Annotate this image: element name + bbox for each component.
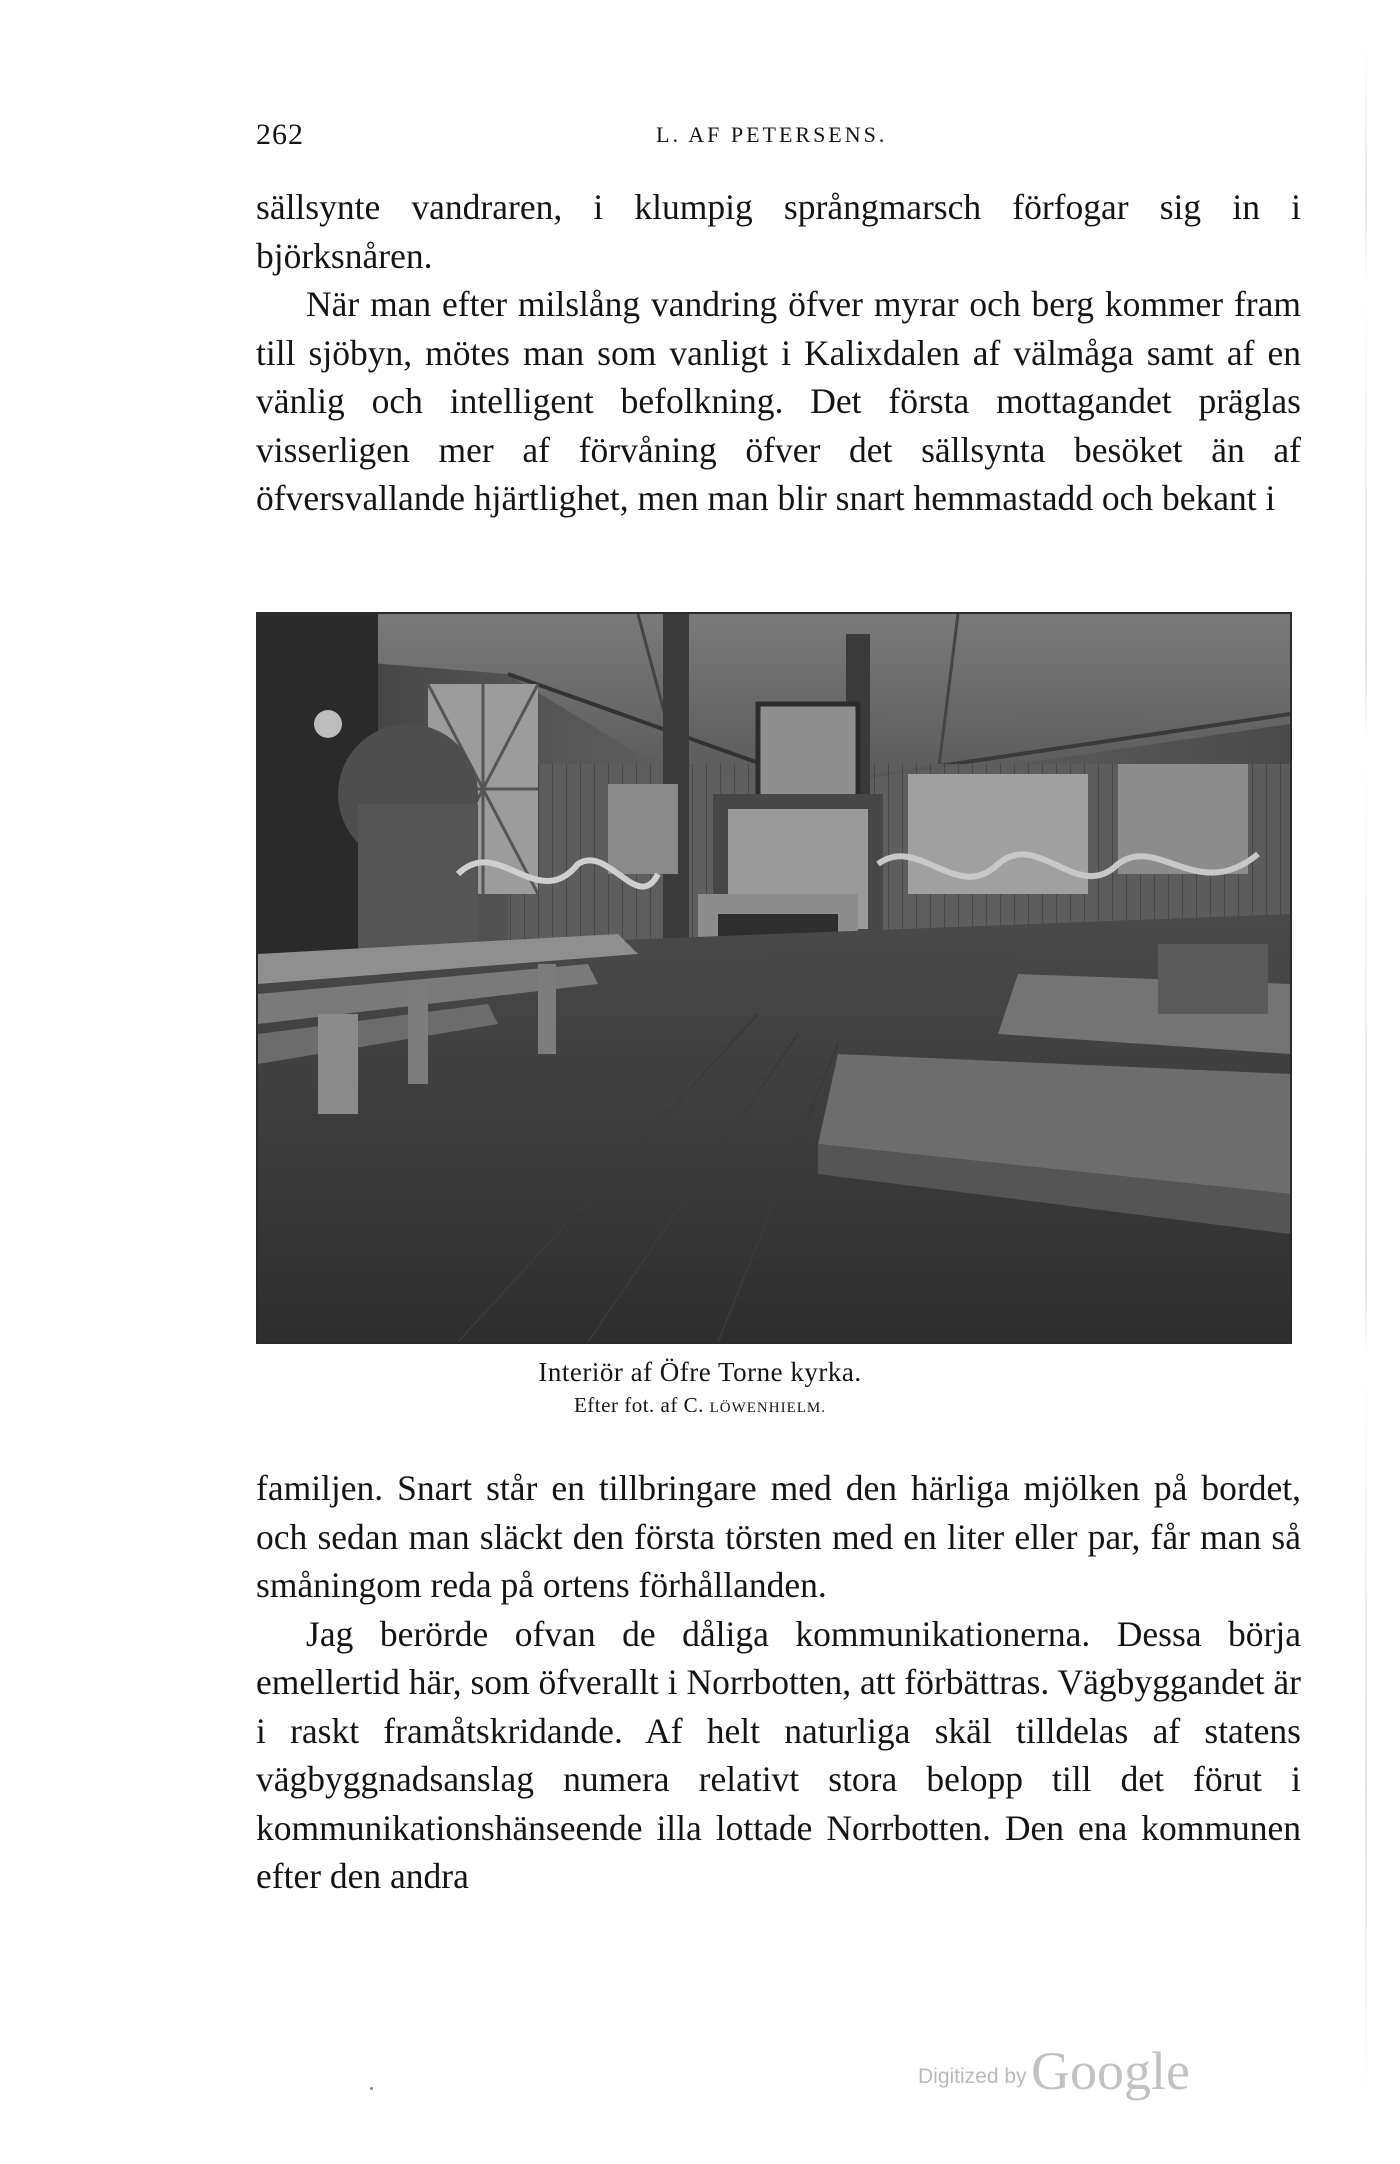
page-header [256,118,1301,158]
running-head: L. AF PETERSENS. [656,122,888,147]
photo-illustration [258,614,1290,1342]
paragraph: Jag berörde ofvan de dåliga kommunikationerna. Dessa börja emellertid här, som öfverallt i Norrbotten, att förbättras. Vägbyggandet är i raskt framåtskridande. Af helt naturliga skäl tilldelas af statens vägbyggnadsanslag numera relativt stora belopp till det förut i kommunikationshänseende illa lottade Norrbotten. Den ena kommunen efter den andra [256,1613,1301,1896]
paragraph: När man efter milslång vandring öfver myrar och berg kommer fram till sjöbyn, mötes man som vanligt i Kalixdalen af välmåga samt af en vänlig och intelligent befolkning. Det första mottagandet präglas visserligen mer af förvåning öfver det sällsynta besöket än af öfversvallande hjärtlighet, men man blir snart hemmastadd och bekant i [256,284,1301,518]
watermark-prefix: Digitized by [918,2065,1027,2088]
body-text-bottom [256,1464,1301,1901]
paragraph: sällsynte vandraren, i klumpig språngmarsch förfogar sig in i björksnåren. [256,187,1301,276]
digitized-watermark [918,2040,1190,2100]
google-logo: Google [1031,2041,1190,2101]
credit-prefix: Efter fot. af C. [573,1393,704,1417]
scan-speck [370,2087,373,2090]
paragraph: familjen. Snart står en tillbringare med den härliga mjölken på bordet, och sedan man släckt den första törsten med en liter eller par, får man så småningom reda på ortens förhållanden. [256,1468,1301,1605]
body-text-top [256,183,1301,523]
church-interior-photo [256,612,1292,1344]
figure-caption: Interiör af Öfre Torne kyrka. [538,1357,862,1387]
page-number: 262 [256,118,304,151]
credit-name: LÖWENHIELM. [709,1400,826,1416]
figure-credit [0,1393,1400,1418]
scan-edge [1365,40,1367,2100]
